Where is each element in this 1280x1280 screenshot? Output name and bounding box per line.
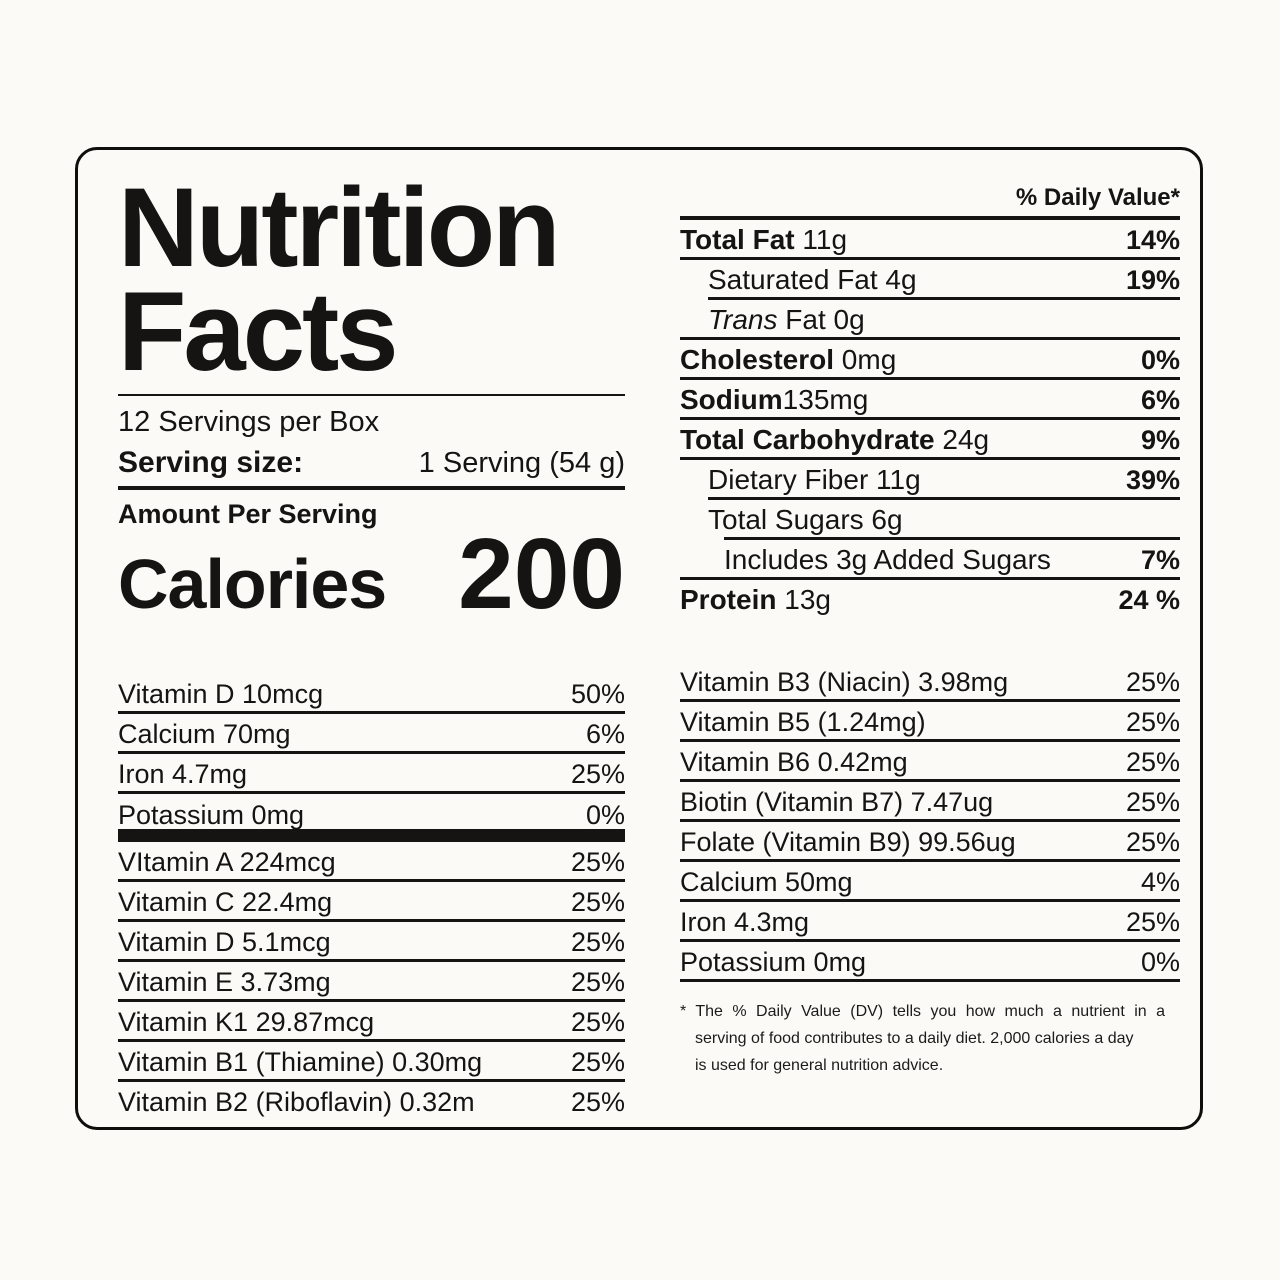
micro-dv: 25%: [1125, 826, 1180, 857]
nutrient-dv: 9%: [1140, 424, 1180, 455]
nutrient-name: [680, 424, 1141, 456]
micro-row-vitamin-c: [118, 882, 625, 922]
nutrient-bold: Sodium: [680, 384, 783, 415]
micro-label: Vitamin D 10mcg: [118, 678, 324, 709]
micro-label: Vitamin B5 (1.24mg): [680, 706, 926, 737]
micro-row-vitamin-b2: [118, 1082, 625, 1122]
micro-label: Potassium 0mg: [118, 799, 305, 830]
micro-dv: 0%: [1140, 946, 1180, 977]
nutrient-row-total-fat: [680, 220, 1180, 260]
nutrient-amount: Fat 0g: [777, 304, 865, 335]
micro-row-biotin: [680, 782, 1180, 822]
nutrient-amount: 13g: [776, 584, 831, 615]
nutrient-name: [680, 504, 1180, 536]
nutrient-row-protein: [680, 580, 1180, 620]
nutrient-dv: 24 %: [1118, 584, 1180, 615]
nutrient-row-added-sugars: [680, 540, 1180, 580]
nutrient-amount: 11g: [794, 224, 848, 255]
serving-size-divider: [118, 486, 625, 490]
micro-row-vitamin-b5: [680, 702, 1180, 742]
footnote-line-3: is used for general nutrition advice.: [695, 1057, 944, 1074]
calories-value: 200: [458, 518, 625, 630]
micro-row-vitamin-b3: [680, 662, 1180, 702]
micro-label: Vitamin E 3.73mg: [118, 966, 331, 997]
micro-dv: 25%: [1125, 746, 1180, 777]
nutrient-bold: Protein: [680, 584, 777, 615]
nutrient-bold: Cholesterol: [680, 344, 835, 375]
nutrient-amount: 135mg: [782, 384, 869, 415]
nutrient-amount: Saturated Fat 4g: [708, 264, 917, 295]
nutrient-amount: Total Sugars 6g: [708, 504, 903, 535]
serving-size-row: [118, 440, 625, 486]
micro-dv: 50%: [570, 678, 625, 709]
nutrient-table: [680, 220, 1180, 620]
micro-label: Biotin (Vitamin B7) 7.47ug: [680, 786, 994, 817]
title-line-2: Facts: [118, 269, 396, 394]
footnote-line-1: * The % Daily Value (DV) tells you how much a nutrient in a: [680, 1003, 1165, 1020]
micro-label: Vitamin B3 (Niacin) 3.98mg: [680, 666, 1009, 697]
nutrient-amount: 24g: [934, 424, 990, 455]
label-title: [118, 164, 625, 394]
micro-row-potassium-2: [680, 942, 1180, 982]
daily-value-footnote: [680, 998, 1180, 1079]
nutrient-dv: 6%: [1140, 384, 1180, 415]
nutrient-row-total-sugars: [680, 500, 1180, 540]
micro-label: Potassium 0mg: [680, 946, 867, 977]
micro-dv: 0%: [585, 799, 625, 830]
right-column: [680, 184, 1180, 1079]
calories-row: [118, 518, 625, 630]
nutrient-row-saturated-fat: [680, 260, 1180, 300]
micro-label: Iron 4.7mg: [118, 758, 248, 789]
micro-label: Calcium 50mg: [680, 866, 853, 897]
nutrient-name: [680, 544, 1141, 576]
nutrient-row-total-carbohydrate: [680, 420, 1180, 460]
micro-label: Vitamin B1 (Thiamine) 0.30mg: [118, 1046, 483, 1077]
micro-row-calcium: [118, 714, 625, 754]
micro-dv: 25%: [1125, 706, 1180, 737]
amount-per-serving: Amount Per Serving: [118, 499, 378, 529]
micro-row-vitamin-e: [118, 962, 625, 1002]
nutrient-row-cholesterol: [680, 340, 1180, 380]
nutrient-bold: Total Carbohydrate: [680, 424, 935, 455]
nutrient-name: [680, 344, 1141, 376]
micro-label: Iron 4.3mg: [680, 906, 810, 937]
micro-label: Vitamin K1 29.87mcg: [118, 1006, 375, 1037]
daily-value-header: % Daily Value*: [680, 184, 1180, 220]
micro-dv: 25%: [570, 1046, 625, 1077]
micro-dv: 25%: [570, 1086, 625, 1117]
micro-dv: 25%: [1125, 666, 1180, 697]
serving-size-label: Serving size:: [118, 446, 304, 479]
micro-label: Vitamin B2 (Riboflavin) 0.32m: [118, 1086, 475, 1117]
micro-row-vitamin-k1: [118, 1002, 625, 1042]
micro-row-iron: [118, 754, 625, 794]
micro-label: Vitamin C 22.4mg: [118, 886, 333, 917]
nutrient-name: [680, 384, 1141, 416]
micro-dv: 6%: [585, 718, 625, 749]
nutrient-name: [680, 224, 1126, 256]
footnote-line-2: serving of food contributes to a daily diet. 2,000 calories a day: [695, 1030, 1134, 1047]
nutrient-name: [680, 264, 1126, 296]
nutrient-name: [680, 464, 1126, 496]
micro-row-vitamin-a: [118, 842, 625, 882]
nutrient-row-sodium: [680, 380, 1180, 420]
micro-row-potassium: [118, 794, 625, 842]
micro-label: Vitamin D 5.1mcg: [118, 926, 331, 957]
micro-label: Folate (Vitamin B9) 99.56ug: [680, 826, 1016, 857]
micronutrient-table-left: [118, 674, 625, 1122]
nutrient-row-trans-fat: [680, 300, 1180, 340]
micro-row-vitamin-b1: [118, 1042, 625, 1082]
micro-dv: 25%: [570, 1006, 625, 1037]
nutrient-dv: 14%: [1125, 224, 1180, 255]
micro-dv: 25%: [1125, 906, 1180, 937]
title-line-1: Nutrition: [118, 165, 558, 290]
nutrition-label: [75, 147, 1203, 1130]
micro-dv: 25%: [570, 926, 625, 957]
micro-dv: 25%: [570, 886, 625, 917]
micro-label: Calcium 70mg: [118, 718, 291, 749]
micro-dv: 25%: [570, 966, 625, 997]
nutrient-italic: Trans: [708, 304, 778, 335]
calories-label: Calories: [118, 545, 387, 623]
nutrient-dv: 0%: [1140, 344, 1180, 375]
nutrient-bold: Total Fat: [680, 224, 795, 255]
serving-size-value: 1 Serving (54 g): [418, 446, 625, 479]
micro-row-vitamin-d2: [118, 922, 625, 962]
nutrient-amount: 0mg: [834, 344, 897, 375]
micro-dv: 25%: [570, 758, 625, 789]
micro-row-vitamin-b6: [680, 742, 1180, 782]
nutrient-dv: 39%: [1125, 464, 1180, 495]
micro-dv: 25%: [570, 846, 625, 877]
nutrient-name: [680, 584, 1118, 616]
micro-dv: 25%: [1125, 786, 1180, 817]
nutrient-row-dietary-fiber: [680, 460, 1180, 500]
micro-row-calcium-2: [680, 862, 1180, 902]
nutrient-dv: 7%: [1140, 544, 1180, 575]
micro-label: VItamin A 224mcg: [118, 846, 336, 877]
micronutrient-table-right: [680, 662, 1180, 982]
micro-dv: 4%: [1140, 866, 1180, 897]
nutrient-name: [680, 304, 1180, 336]
nutrient-amount: Dietary Fiber 11g: [708, 464, 921, 495]
left-column: [118, 164, 625, 1122]
micro-row-folate: [680, 822, 1180, 862]
nutrient-amount: Includes 3g Added Sugars: [724, 544, 1051, 575]
micro-row-vitamin-d: [118, 674, 625, 714]
nutrient-dv: 19%: [1125, 264, 1180, 295]
servings-per-box: 12 Servings per Box: [118, 406, 380, 438]
micro-row-iron-2: [680, 902, 1180, 942]
micro-label: Vitamin B6 0.42mg: [680, 746, 908, 777]
